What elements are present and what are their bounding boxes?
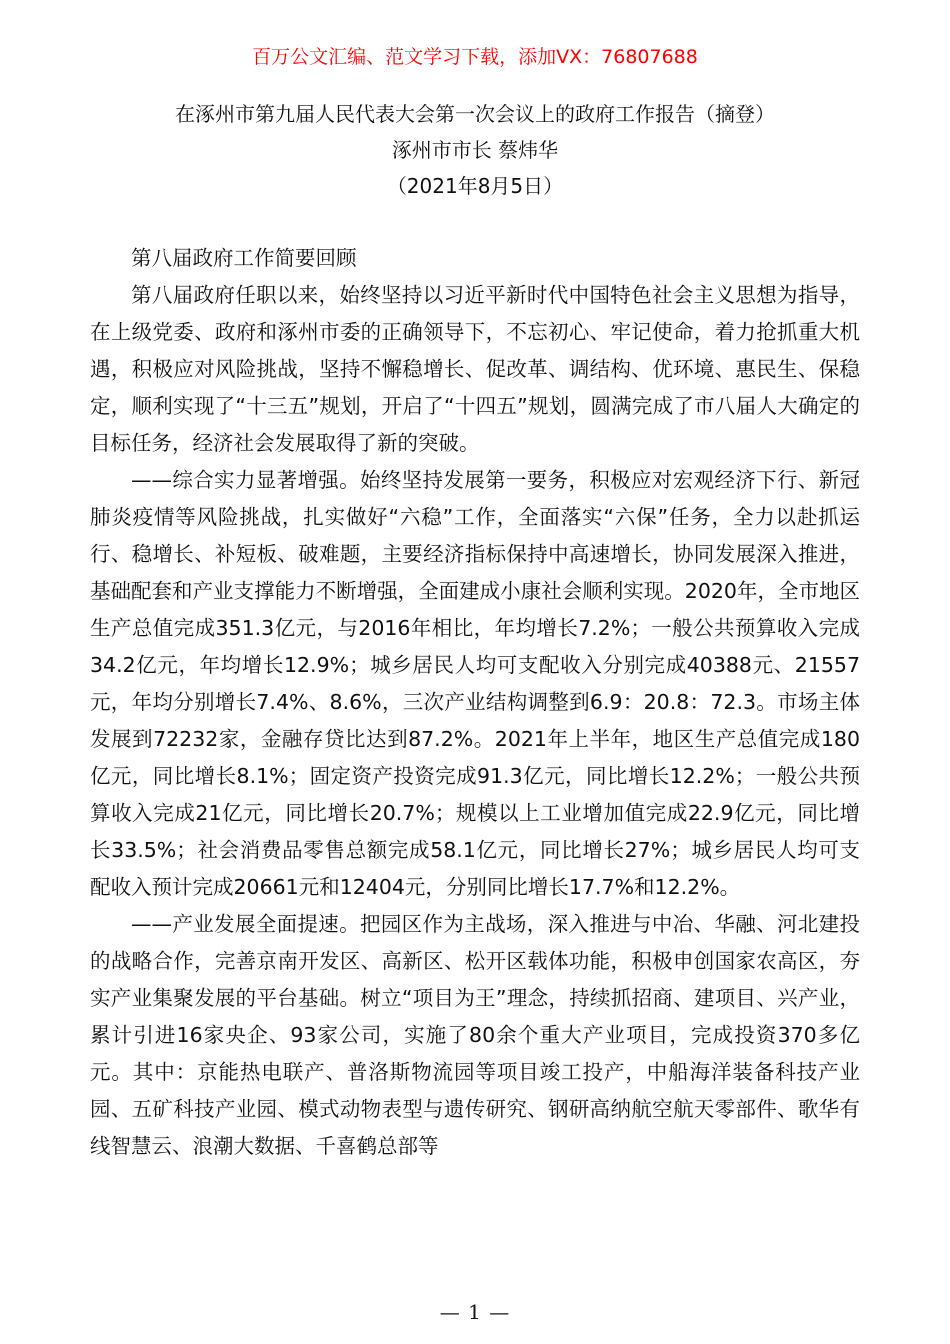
body-paragraph: ——综合实力显著增强。始终坚持发展第一要务，积极应对宏观经济下行、新冠肺炎疫情等风险挑战，扎实做好“六稳”工作，全面落实“六保”任务，全力以赴抓运行、稳增长、补短板、破难题，主要经济指标保持中高速增长，协同发展深入推进，基础配套和产业支撑能力不断增强，全面建成小康社会顺利实现。2020年，全市地区生产总值完成351.3亿元，与2016年相比，年均增长7.2%；一般公共预算收入完成34.2亿元，年均增长12.9%；城乡居民人均可支配收入分别完成40388元、21557元，年均分别增长7.4%、8.6%，三次产业结构调整到6.9：20.8：72.3。市场主体发展到72232家，金融存贷比达到87.2%。2021年上半年，地区生产总值完成180亿元，同比增长8.1%；固定资产投资完成91.3亿元，同比增长12.2%；一般公共预算收入完成21亿元，同比增长20.7%；规模以上工业增加值完成22.9亿元，同比增长33.5%；社会消费品零售总额完成58.1亿元，同比增长27%；城乡居民人均可支配收入预计完成20661元和12404元，分别同比增长17.7%和12.2%。 bbox=[90, 468, 860, 899]
body-paragraph: 第八届政府任职以来，始终坚持以习近平新时代中国特色社会主义思想为指导，在上级党委、政府和涿州市委的正确领导下，不忘初心、牢记使命，着力抢抓重大机遇，积极应对风险挑战，坚持不懈稳增长、促改革、调结构、优环境、惠民生、保稳定，顺利实现了“十三五”规划，开启了“十四五”规划，圆满完成了市八届人大确定的目标任务，经济社会发展取得了新的突破。 bbox=[90, 283, 860, 455]
page-number: — 1 — bbox=[439, 1300, 511, 1324]
section-heading: 第八届政府工作简要回顾 bbox=[131, 246, 357, 270]
report-title: 在涿州市第九届人民代表大会第一次会议上的政府工作报告（摘登） bbox=[175, 102, 775, 126]
title-block bbox=[90, 96, 860, 204]
report-date: （2021年8月5日） bbox=[386, 174, 564, 198]
author-line: 涿州市市长 蔡炜华 bbox=[391, 138, 559, 162]
report-body bbox=[90, 240, 860, 1165]
watermark-text: 百万公文汇编、范文学习下载，添加VX：76807688 bbox=[252, 46, 698, 68]
body-paragraph: ——产业发展全面提速。把园区作为主战场，深入推进与中冶、华融、河北建投的战略合作，完善京南开发区、高新区、松开区载体功能，积极申创国家农高区，夯实产业集聚发展的平台基础。树立“项目为王”理念，持续抓招商、建项目、兴产业，累计引进16家央企、93家公司，实施了80余个重大产业项目，完成投资370多亿元。其中：京能热电联产、普洛斯物流园等项目竣工投产，中船海洋装备科技产业园、五矿科技产业园、模式动物表型与遗传研究、钢研高纳航空航天零部件、歌华有线智慧云、浪潮大数据、千喜鹤总部等 bbox=[90, 912, 860, 1158]
